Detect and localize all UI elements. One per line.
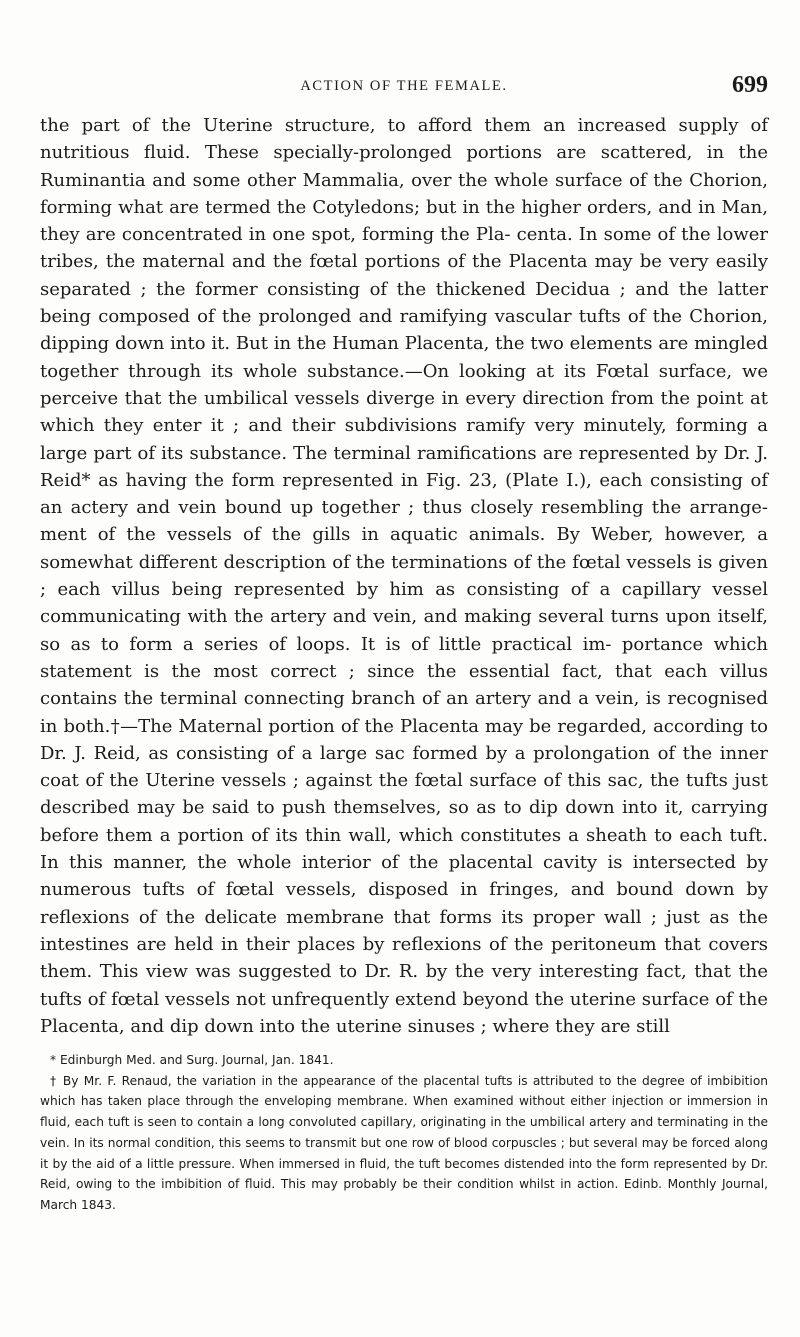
footnote-2: † By Mr. F. Renaud, the variation in the appearance of the placental tufts is attributed to the degree of imbibition which has taken place through the enveloping membrane. When examined without either injection or immersion in fluid, each tuft is seen to contain a long convoluted capillary, originating in the umbilical artery and terminating in the vein. In its normal condition, this seems to transmit but one row of blood corpuscles ; but several may be forced along it by the aid of a little pressure. When immersed in fluid, the tuft becomes distended into the form represented by Dr. Reid, owing to the imbibition of fluid. This may probably be their condition whilst in action. Edinb. Monthly Journal, March 1843. (40, 1073, 768, 1212)
body-text (40, 112, 768, 1040)
page-number: 699 (732, 72, 768, 98)
running-head (40, 72, 768, 102)
footnote-1: * Edinburgh Med. and Surg. Journal, Jan. 1841. (50, 1053, 334, 1067)
footnotes (40, 1050, 768, 1216)
running-title: ACTION OF THE FEMALE. (300, 78, 508, 94)
body-paragraph: the part of the Uterine structure, to afford them an increased supply of nutritious fluid. These specially-prolonged portions are scattered, in the Ruminantia and some other Mammalia, over the whole surface of the Chorion, forming what are termed the Cotyledons; but in the higher orders, and in Man, they are concentrated in one spot, forming the Pla- centa. In some of the lower tribes, the maternal and the fœtal portions of the Placenta may be very easily separated ; the former consisting of the thickened Decidua ; and the latter being composed of the prolonged and ramifying vascular tufts of the Chorion, dipping down into it. But in the Human Placenta, the two elements are mingled together through its whole substance.—On looking at its Fœtal surface, we perceive that the umbilical vessels diverge in every direction from the point at which they enter it ; and their subdivisions ramify very minutely, forming a large part of its substance. The terminal ramifications are represented by Dr. J. Reid* as having the form represented in Fig. 23, (Plate I.), each consisting of an actery and vein bound up together ; thus closely resembling the arrange- ment of the vessels of the gills in aquatic animals. By Weber, however, a somewhat different description of the terminations of the fœtal vessels is given ; each villus being represented by him as consisting of a capillary vessel communicating with the artery and vein, and making several turns upon itself, so as to form a series of loops. It is of little practical im- portance which statement is the most correct ; since the essential fact, that each villus contains the terminal connecting branch of an artery and a vein, is recognised in both.†—The Maternal portion of the Placenta may be regarded, according to Dr. J. Reid, as consisting of a large sac formed by a prolongation of the inner coat of the Uterine vessels ; against the fœtal surface of this sac, the tufts just described may be said to push themselves, so as to dip down into it, carrying before them a portion of its thin wall, which constitutes a sheath to each tuft. In this manner, the whole interior of the placental cavity is intersected by numerous tufts of fœtal vessels, disposed in fringes, and bound down by reflexions of the delicate membrane that forms its proper wall ; just as the intestines are held in their places by reflexions of the peritoneum that covers them. This view was suggested to Dr. R. by the very interesting fact, that the tufts of fœtal vessels not unfrequently extend beyond the uterine surface of the Placenta, and dip down into the uterine sinuses ; where they are still (40, 115, 768, 1037)
